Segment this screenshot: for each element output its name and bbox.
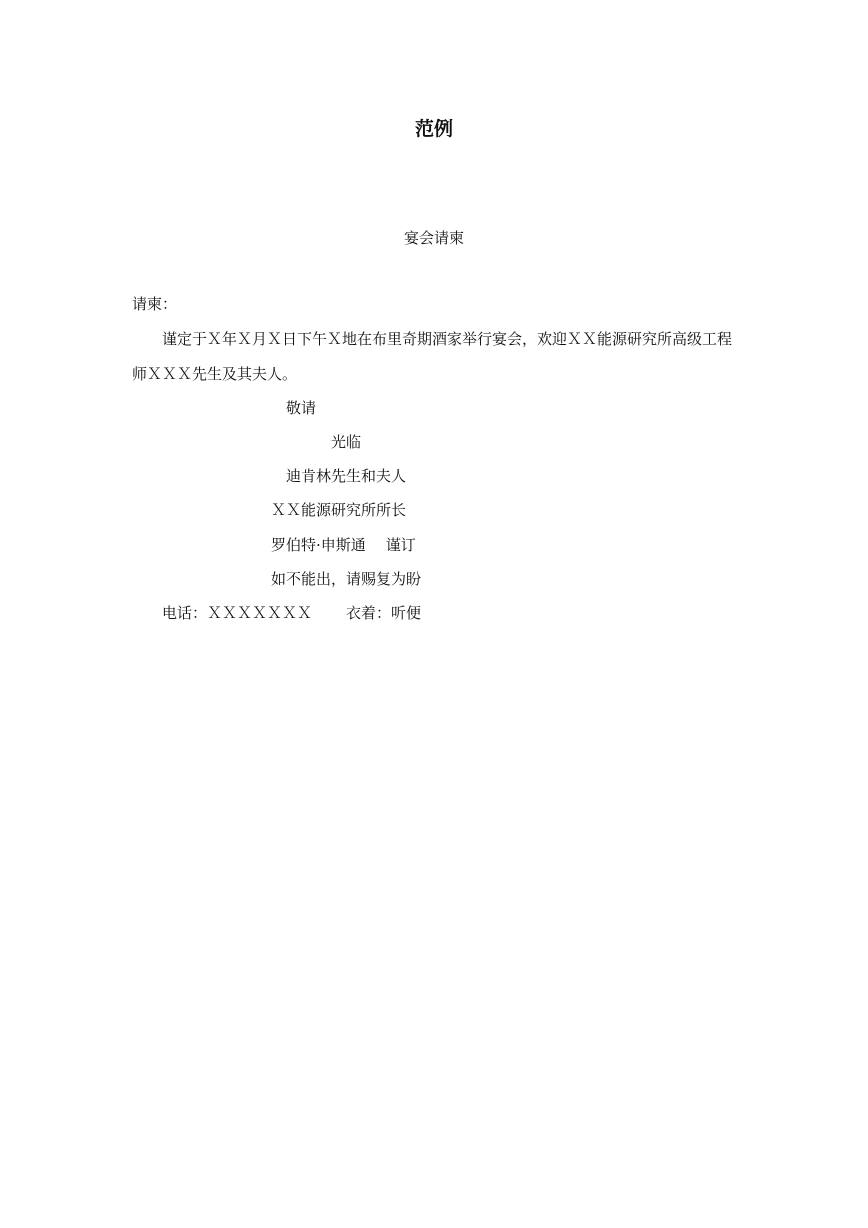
invitation-title: 宴会请柬	[403, 229, 464, 247]
invitation-body-line-1: 谨定于Ｘ年Ｘ月Ｘ日下午Ｘ地在布里奇期酒家举行宴会，欢迎ＸＸ能源研究所高级工程	[162, 330, 733, 348]
document-heading: 范例	[414, 118, 453, 140]
footer-line	[162, 603, 421, 623]
dress-code-text: 衣着：听便	[346, 604, 422, 622]
salutation: 请柬：	[132, 295, 178, 313]
director-title: ＸＸ能源研究所所长	[271, 501, 407, 519]
rsvp-text: 如不能出，请赐复为盼	[271, 570, 422, 588]
respectfully-text: 敬请	[286, 399, 317, 417]
signer-name: 罗伯特·申斯通	[271, 536, 366, 554]
presence-text: 光临	[331, 433, 362, 451]
signer-action: 谨订	[385, 536, 416, 554]
invitation-body-line-2: 师ＸＸＸ先生及其夫人。	[132, 365, 298, 383]
signature-line	[271, 535, 416, 555]
hosts-text: 迪肯林先生和夫人	[286, 467, 407, 485]
phone-text: 电话：ＸＸＸＸＸＸＸ	[162, 604, 313, 622]
